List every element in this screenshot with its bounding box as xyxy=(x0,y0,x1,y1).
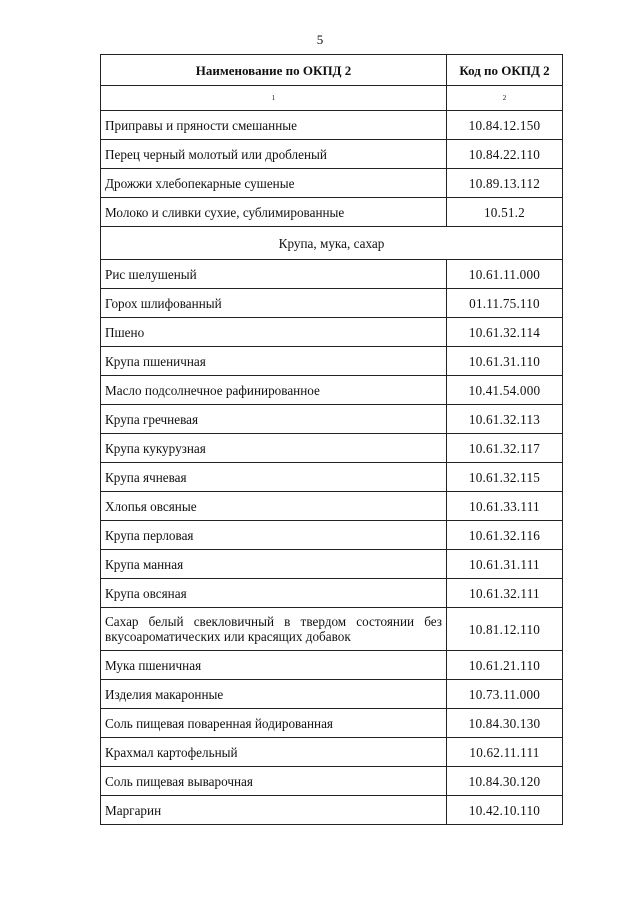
table-row xyxy=(101,347,563,376)
okpd-code: 10.61.31.111 xyxy=(447,550,563,579)
okpd-code: 10.61.31.110 xyxy=(447,347,563,376)
header-code: Код по ОКПД 2 xyxy=(447,55,563,86)
table-body-bottom xyxy=(101,260,563,825)
okpd-code: 10.62.11.111 xyxy=(447,738,563,767)
table-row xyxy=(101,680,563,709)
okpd-code: 10.61.33.111 xyxy=(447,492,563,521)
table-row xyxy=(101,405,563,434)
product-name: Сахар белый свекловичный в твердом состоянии без вкусоароматических или красящих добавок xyxy=(101,608,447,651)
okpd-code: 10.84.30.130 xyxy=(447,709,563,738)
table-row xyxy=(101,260,563,289)
product-name: Молоко и сливки сухие, сублимированные xyxy=(101,198,447,227)
section-row xyxy=(101,227,563,260)
okpd-code: 10.51.2 xyxy=(447,198,563,227)
product-name: Дрожжи хлебопекарные сушеные xyxy=(101,169,447,198)
okpd-code: 10.84.12.150 xyxy=(447,111,563,140)
product-name: Пшено xyxy=(101,318,447,347)
table-row xyxy=(101,463,563,492)
table-row xyxy=(101,289,563,318)
table-row xyxy=(101,738,563,767)
product-name: Мука пшеничная xyxy=(101,651,447,680)
header-row xyxy=(101,55,563,86)
product-name: Горох шлифованный xyxy=(101,289,447,318)
table-body-top xyxy=(101,111,563,227)
okpd-code: 10.73.11.000 xyxy=(447,680,563,709)
table-row xyxy=(101,434,563,463)
product-name: Крупа овсяная xyxy=(101,579,447,608)
product-name: Крупа ячневая xyxy=(101,463,447,492)
okpd-code: 10.61.32.114 xyxy=(447,318,563,347)
okpd-table xyxy=(100,54,563,825)
table-row xyxy=(101,318,563,347)
column-number-2: 2 xyxy=(447,86,563,111)
product-name: Крупа манная xyxy=(101,550,447,579)
product-name: Соль пищевая поваренная йодированная xyxy=(101,709,447,738)
table-row xyxy=(101,376,563,405)
okpd-code: 10.61.21.110 xyxy=(447,651,563,680)
table-row xyxy=(101,169,563,198)
product-name: Приправы и пряности смешанные xyxy=(101,111,447,140)
product-name: Изделия макаронные xyxy=(101,680,447,709)
table-row xyxy=(101,140,563,169)
okpd-code: 10.42.10.110 xyxy=(447,796,563,825)
okpd-code: 10.89.13.112 xyxy=(447,169,563,198)
product-name: Крупа пшеничная xyxy=(101,347,447,376)
product-name: Рис шелушеный xyxy=(101,260,447,289)
table-row xyxy=(101,550,563,579)
okpd-code: 10.61.32.113 xyxy=(447,405,563,434)
product-name: Хлопья овсяные xyxy=(101,492,447,521)
table-row xyxy=(101,111,563,140)
column-number-row xyxy=(101,86,563,111)
table-row xyxy=(101,608,563,651)
section-title: Крупа, мука, сахар xyxy=(101,227,563,260)
okpd-code: 10.61.11.000 xyxy=(447,260,563,289)
product-name: Крупа кукурузная xyxy=(101,434,447,463)
product-name: Маргарин xyxy=(101,796,447,825)
product-name: Перец черный молотый или дробленый xyxy=(101,140,447,169)
table-row xyxy=(101,492,563,521)
okpd-code: 10.61.32.116 xyxy=(447,521,563,550)
okpd-code: 10.84.30.120 xyxy=(447,767,563,796)
table-row xyxy=(101,521,563,550)
okpd-code: 10.81.12.110 xyxy=(447,608,563,651)
okpd-code: 10.84.22.110 xyxy=(447,140,563,169)
table-row xyxy=(101,198,563,227)
table-row xyxy=(101,767,563,796)
table-row xyxy=(101,579,563,608)
product-name: Крупа перловая xyxy=(101,521,447,550)
page-number: 5 xyxy=(316,32,324,47)
product-name: Крупа гречневая xyxy=(101,405,447,434)
okpd-code: 10.61.32.117 xyxy=(447,434,563,463)
product-name: Соль пищевая выварочная xyxy=(101,767,447,796)
table-row xyxy=(101,709,563,738)
table-row xyxy=(101,796,563,825)
okpd-code: 10.61.32.111 xyxy=(447,579,563,608)
okpd-code: 10.41.54.000 xyxy=(447,376,563,405)
header-name: Наименование по ОКПД 2 xyxy=(101,55,447,86)
product-name: Масло подсолнечное рафинированное xyxy=(101,376,447,405)
column-number-1: 1 xyxy=(101,86,447,111)
okpd-code: 10.61.32.115 xyxy=(447,463,563,492)
table-row xyxy=(101,651,563,680)
okpd-code: 01.11.75.110 xyxy=(447,289,563,318)
product-name: Крахмал картофельный xyxy=(101,738,447,767)
